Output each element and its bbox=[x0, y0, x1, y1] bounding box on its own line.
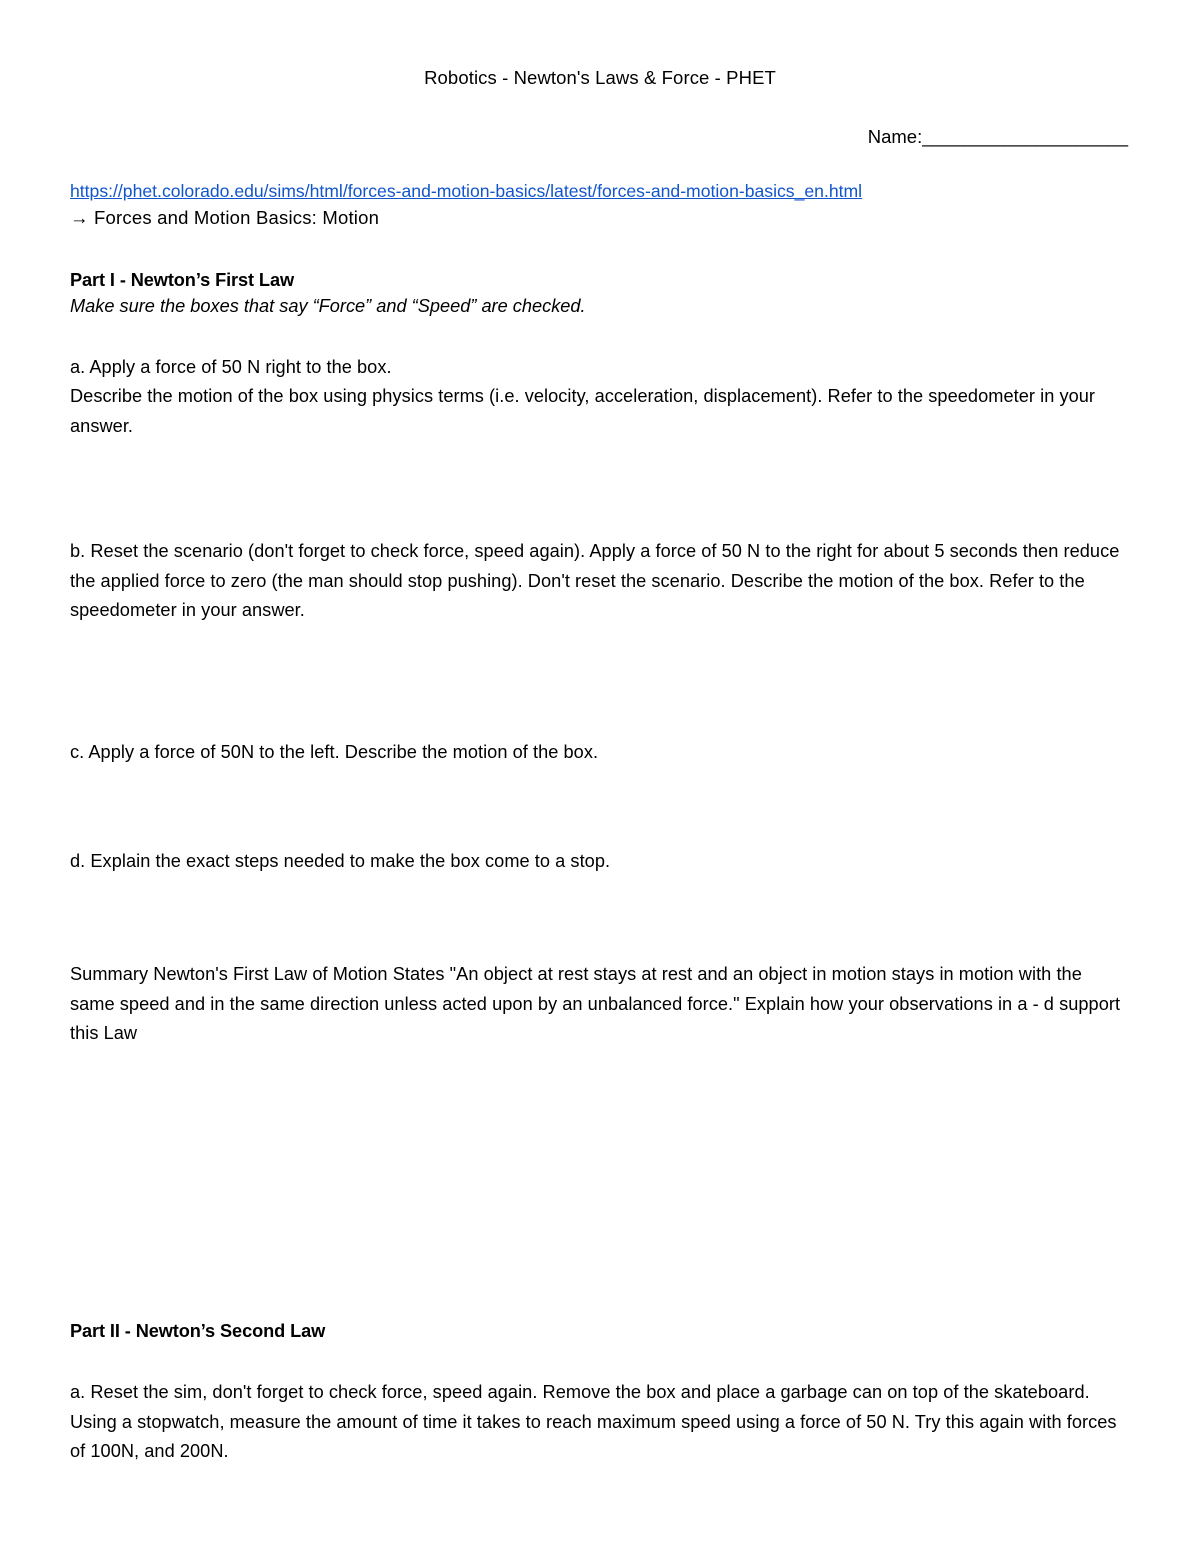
name-field-row bbox=[70, 125, 1130, 150]
part1-subtitle: Make sure the boxes that say “Force” and “Speed” are checked. bbox=[70, 296, 586, 317]
sim-pointer-text: → Forces and Motion Basics: Motion bbox=[70, 206, 380, 228]
part1-summary: Summary Newton's First Law of Motion States "An object at rest stays at rest and an object in motion stays in motion with the same speed and in the same direction unless acted upon by an unbalanced force." Explain how your observations in a - d support this Law bbox=[70, 964, 1121, 1044]
part1-item-a-line2: Describe the motion of the box using physics terms (i.e. velocity, acceleration, displacement). Refer to the speedometer in your answer. bbox=[70, 386, 1096, 436]
sim-link-row bbox=[70, 179, 1130, 204]
part1-item-d: d. Explain the exact steps needed to make the box come to a stop. bbox=[70, 850, 611, 871]
part2-heading: Part II - Newton’s Second Law bbox=[70, 1320, 326, 1341]
part1-item-a-line1: a. Apply a force of 50 N right to the box. bbox=[70, 356, 392, 377]
document-title: Robotics - Newton's Laws & Force - PHET bbox=[424, 67, 776, 88]
part1-heading: Part I - Newton’s First Law bbox=[70, 269, 295, 290]
phet-sim-link[interactable]: https://phet.colorado.edu/sims/html/forces-and-motion-basics/latest/forces-and-motion-basics_en.html bbox=[70, 180, 863, 201]
name-field-label: Name: bbox=[867, 125, 923, 147]
part1-item-c: c. Apply a force of 50N to the left. Describe the motion of the box. bbox=[70, 741, 599, 762]
part1-item-a bbox=[70, 353, 1130, 441]
name-field-blank: ____________________ bbox=[922, 125, 1128, 147]
part1-item-b: b. Reset the scenario (don't forget to check force, speed again). Apply a force of 50 N to the right for about 5 seconds then reduce the applied force to zero (the man should stop pushing). Don't reset the scenario. Describe the motion of the box. Refer to the speedometer in your answer. bbox=[70, 541, 1120, 621]
part2-item-a: a. Reset the sim, don't forget to check force, speed again. Remove the box and place a garbage can on top of the skateboard. Using a stopwatch, measure the amount of time it takes to reach maximum speed using a force of 50 N. Try this again with forces of 100N, and 200N. bbox=[70, 1382, 1117, 1462]
